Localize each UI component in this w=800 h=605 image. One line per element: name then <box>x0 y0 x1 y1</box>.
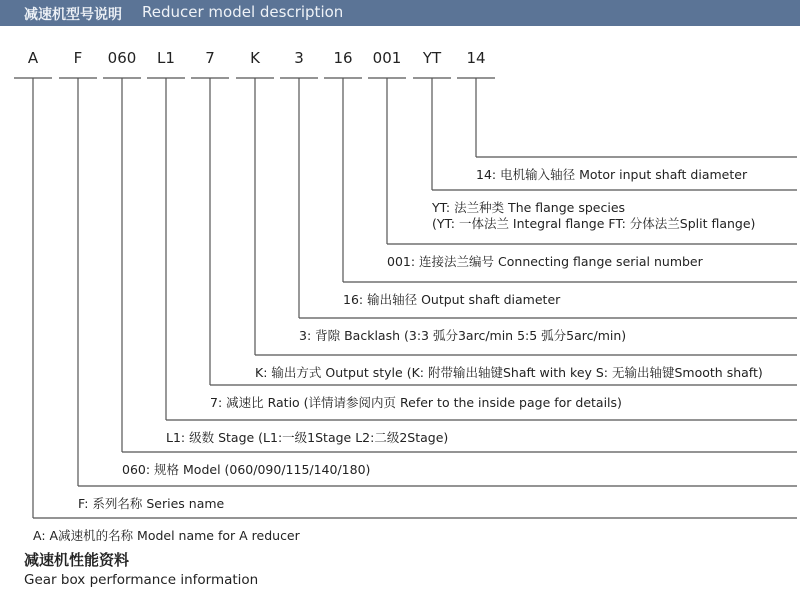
description-k: K: 输出方式 Output style (K: 附带输出轴键Shaft with key S: 无输出轴键Smooth shaft) <box>255 365 763 380</box>
description-yt: YT: 法兰种类 The flange species <box>432 200 626 215</box>
model-code-14: 14 <box>466 49 486 67</box>
description-16: 16: 输出轴径 Output shaft diameter <box>343 292 561 307</box>
model-code-7: 7 <box>205 49 215 67</box>
model-code-yt: YT <box>422 49 442 67</box>
description-yt: (YT: 一体法兰 Integral flange FT: 分体法兰Split flange) <box>432 216 756 231</box>
model-code-l1: L1 <box>157 49 175 67</box>
model-code-3: 3 <box>294 49 304 67</box>
model-code-a: A <box>27 49 39 67</box>
model-code-060: 060 <box>107 49 137 67</box>
description-7: 7: 减速比 Ratio (详情请参阅内页 Refer to the inside page for details) <box>210 395 622 410</box>
section-title-en: Gear box performance information <box>24 572 259 588</box>
model-code-k: K <box>250 49 260 67</box>
model-code-16: 16 <box>333 49 353 67</box>
description-f: F: 系列名称 Series name <box>78 496 225 511</box>
description-3: 3: 背隙 Backlash (3:3 弧分3arc/min 5:5 弧分5arc/min) <box>299 328 627 343</box>
description-14: 14: 电机输入轴径 Motor input shaft diameter <box>476 167 748 182</box>
section-title-cn: 减速机性能资料 <box>24 551 130 569</box>
description-l1: L1: 级数 Stage (L1:一级1Stage L2:二级2Stage) <box>166 430 449 445</box>
model-code-f: F <box>73 49 83 67</box>
description-060: 060: 规格 Model (060/090/115/140/180) <box>122 462 371 477</box>
header-title-en: Reducer model description <box>142 3 344 21</box>
header-title-cn: 减速机型号说明 <box>24 7 122 23</box>
model-code-001: 001 <box>372 49 402 67</box>
description-001: 001: 连接法兰编号 Connecting flange serial number <box>387 254 703 269</box>
description-a: A: A减速机的名称 Model name for A reducer <box>33 528 300 543</box>
